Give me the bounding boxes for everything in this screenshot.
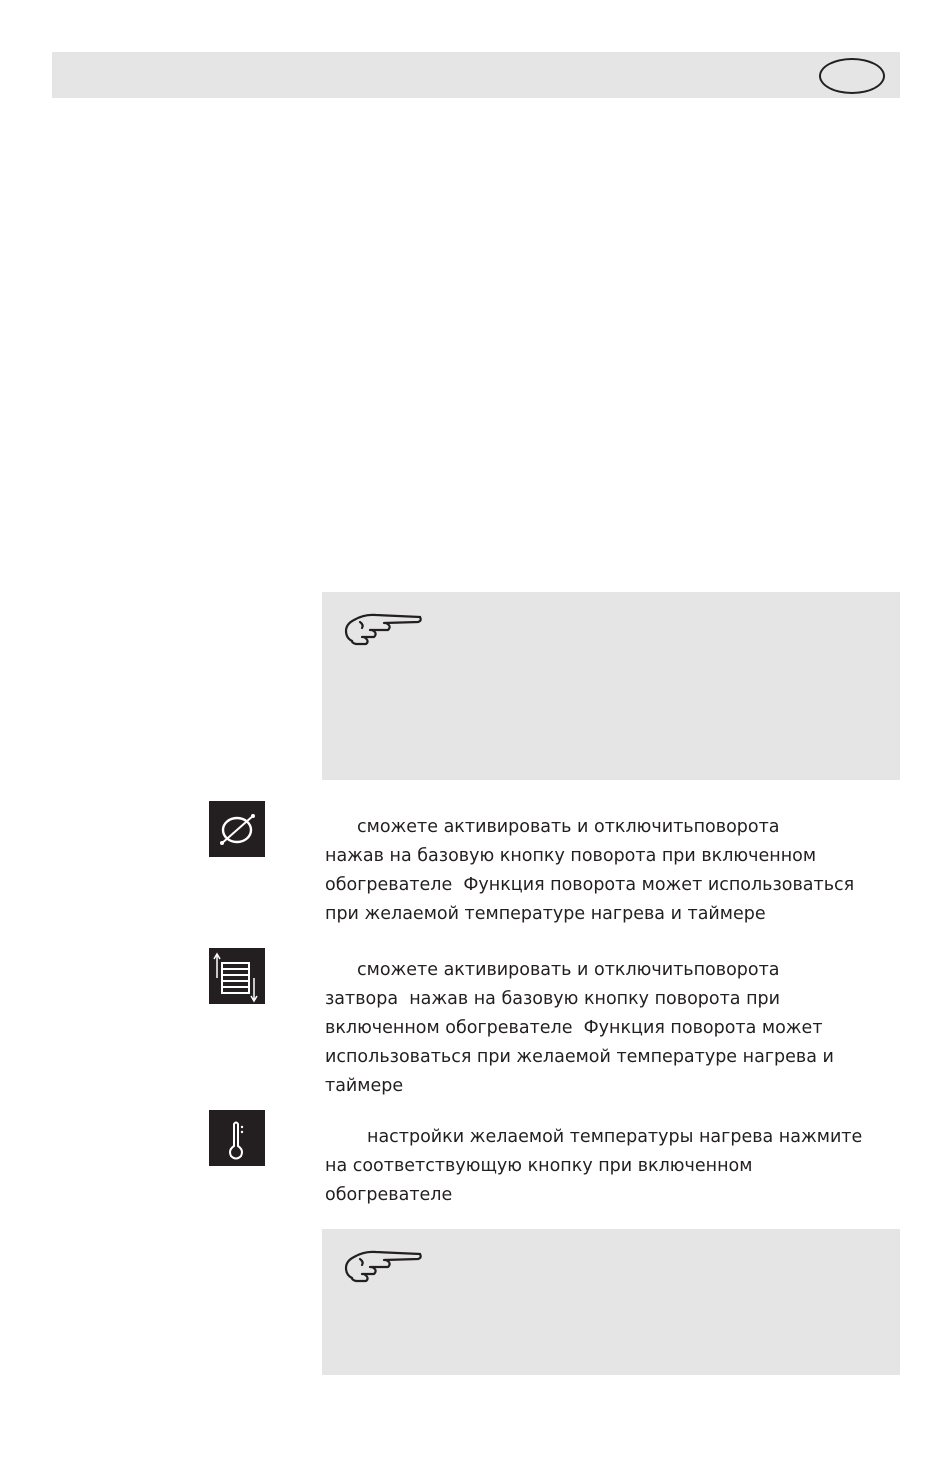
text-line: обогревателе Функция поворота может использоваться xyxy=(325,875,855,895)
pointing-hand-icon xyxy=(342,608,424,652)
note-box xyxy=(322,592,900,780)
text-line: таймере xyxy=(325,1076,404,1096)
text-line: использоваться при желаемой температуре нагрева и xyxy=(325,1047,834,1067)
header-bar xyxy=(52,52,900,98)
text-line: поворота xyxy=(693,960,780,980)
temperature-paragraph xyxy=(325,1123,895,1210)
text-line: сможете активировать и отключить xyxy=(357,817,694,837)
shutter-icon xyxy=(209,948,265,1004)
note-box xyxy=(322,1229,900,1375)
text-line: на соответствующую кнопку при включенном xyxy=(325,1156,753,1176)
oscillation-paragraph xyxy=(325,813,895,929)
thermometer-icon xyxy=(209,1110,265,1166)
text-line: сможете активировать и отключить xyxy=(357,960,694,980)
text-line: поворота xyxy=(693,817,780,837)
text-line: обогревателе xyxy=(325,1185,453,1205)
text-line: настройки желаемой температуры нагрева нажмите xyxy=(367,1127,863,1147)
language-badge xyxy=(819,58,885,94)
shutter-paragraph xyxy=(325,956,895,1101)
text-line: нажав на базовую кнопку поворота при включенном xyxy=(325,846,817,866)
text-line: при желаемой температуре нагрева и таймере xyxy=(325,904,766,924)
text-line: включенном обогревателе Функция поворота может xyxy=(325,1018,823,1038)
oscillation-icon xyxy=(209,801,265,857)
pointing-hand-icon xyxy=(342,1245,424,1289)
text-line: затвора нажав на базовую кнопку поворота при xyxy=(325,989,780,1009)
